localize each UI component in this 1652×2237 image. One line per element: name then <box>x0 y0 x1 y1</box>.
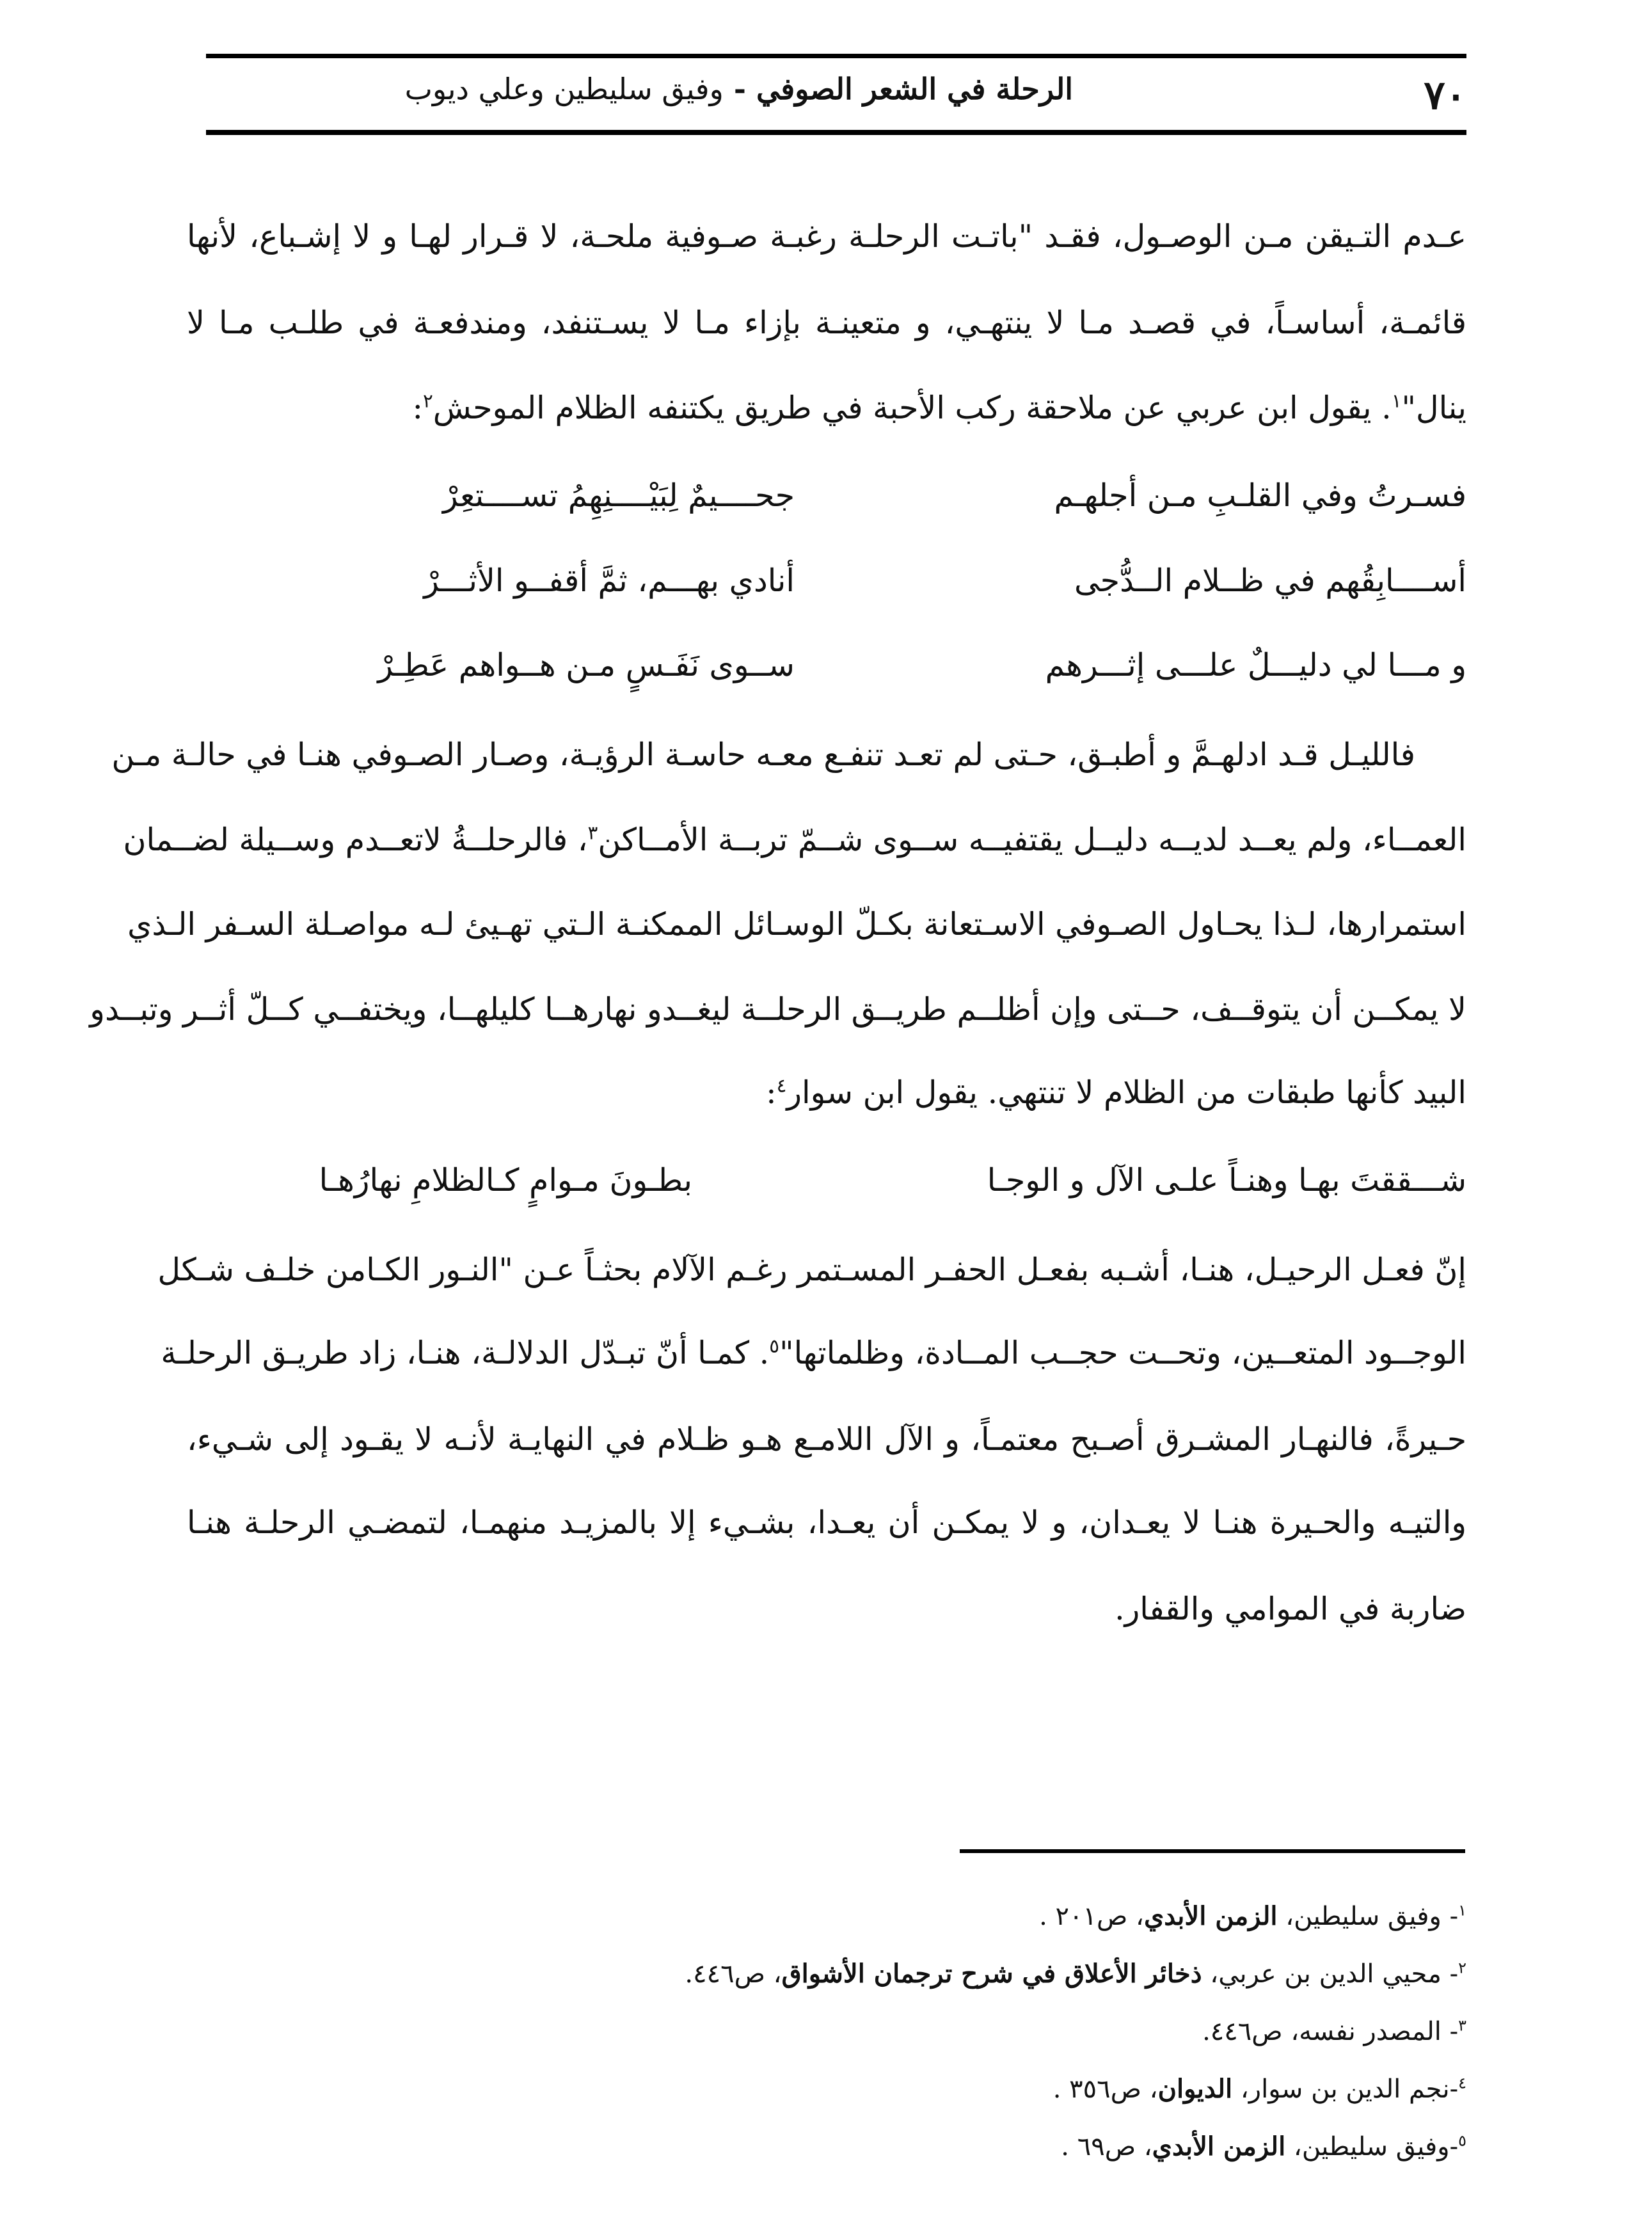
footnote-5 <box>251 2124 1466 2169</box>
footnote-1-pre: - وفيق سليطين، <box>1277 1902 1459 1931</box>
footnote-2-post: ، ص٤٤٦. <box>685 1959 782 1989</box>
page-number: ٧٠ <box>1424 72 1466 118</box>
header-title: الرحلة في الشعر الصوفي <box>756 72 1073 106</box>
para3-line2-a: الوجــود المتعــين، وتحــت حجــب المــادة، وظلماتها" <box>779 1335 1466 1371</box>
footnote-2-pre: - محيي الدين بن عربي، <box>1202 1959 1459 1989</box>
poem2-verse1-first-hemistich: شـــققتَ بهـا وهنـاً علـى الآل و الوجـا <box>987 1162 1466 1198</box>
poem1-verse3-second-hemistich: ســوى نَفَـسٍ مـن هــواهم عَطِـرْ <box>377 647 795 683</box>
footnote-4-post: ، ص٣٥٦ . <box>1052 2074 1158 2104</box>
para1-line1: عـدم التـيقن مـن الوصـول، فقـد "باتـت الرحلـة رغبـة صـوفية ملحـة، لا قـرار لهـا و لا إشـباع، لأنها <box>187 218 1466 255</box>
para3-line1: إنّ فعـل الرحيـل، هنـا، أشـبه بفعـل الحفـر المسـتمر رغـم الآلام بحثـاً عـن "النـور الكـامن خلـف شـكل <box>157 1252 1466 1288</box>
para1-line2: قائمـة، أساسـاً، في قصـد مـا لا ينتهـي، و متعينـة بإزاء مـا لا يسـتنفد، ومندفعـة في طلـب مـا لا <box>187 305 1466 341</box>
header-bottom-rule <box>206 130 1466 135</box>
poem1-verse3-first-hemistich: و مـــا لي دليـــلٌ علـــى إثـــرهم <box>1045 647 1466 683</box>
para2-line4: لا يمكــن أن يتوقــف، حــتى وإن أظلــم طريــق الرحلــة ليغــدو نهارهــا كليلهــا، ويختفــي كــلّ أثــر وتبــدو <box>90 991 1466 1028</box>
footnote-1 <box>251 1894 1466 1939</box>
footnote-5-title: الزمن الأبدي <box>1152 2131 1286 2161</box>
para1-line3 <box>187 383 1466 434</box>
footnote-3 <box>251 2009 1466 2054</box>
para2-line5 <box>187 1067 1466 1118</box>
para2-line3: استمرارها، لـذا يحـاول الصـوفي الاسـتعانة بكـلّ الوسـائل الممكنـة الـتي تهـيئ لـه مواصـلة السـفر الـذي <box>127 906 1466 943</box>
footnote-4 <box>251 2067 1466 2112</box>
poem1-verse2-first-hemistich: أســــابِقُهم في ظــلام الــدُّجى <box>1074 562 1466 599</box>
header-separator: - <box>723 72 756 106</box>
footnote-ref-1[interactable]: ١ <box>1391 390 1402 412</box>
footnote-3-number: ٣ <box>1458 2016 1466 2035</box>
footnote-5-number: ٥ <box>1458 2131 1466 2150</box>
running-header <box>404 72 1073 106</box>
footnote-5-post: ، ص٦٩ . <box>1061 2132 1152 2161</box>
para3-line5: ضاربة في الموامي والقفار. <box>1115 1591 1466 1627</box>
para1-line3-end: : <box>412 390 423 426</box>
para3-line2-b: . كمـا أنّ تبـدّل الدلالـة، هنـا، زاد طريـق الرحلـة <box>161 1335 770 1371</box>
footnote-2 <box>251 1952 1466 1996</box>
para2-line2-b: ، فالرحلــةُ لاتعــدم وســيلة لضــمان <box>123 822 588 858</box>
poem2-verse1-second-hemistich: بطـونَ مـوامٍ كـالظلامِ نهارُهـا <box>319 1162 692 1198</box>
para2-line1: فالليـل قـد ادلهـمَّ و أطبـق، حـتى لم تعـد تنفـع معـه حاسـة الرؤيـة، وصـار الصـوفي هنـا في حالـة مـن <box>111 736 1415 773</box>
poem1-verse1-first-hemistich: فسـرتُ وفي القلـبِ مـن أجلهـم <box>1054 477 1466 514</box>
header-authors: وفيق سليطين وعلي ديوب <box>404 72 724 106</box>
footnote-2-title: ذخائر الأعلاق في شرح ترجمان الأشواق <box>781 1959 1202 1989</box>
footnote-4-title: الديوان <box>1157 2074 1233 2104</box>
footnote-ref-4[interactable]: ٤ <box>776 1074 787 1097</box>
para3-line4: والتيـه والحـيرة هنـا لا يعـدان، و لا يمكـن أن يعـدا، بشـيء إلا بالمزيـد منهمـا، لتمضـي الرحلـة هنـا <box>187 1504 1466 1541</box>
para2-line2-a: العمــاء، ولم يعــد لديــه دليــل يقتفيــه ســوى شــمّ تربــة الأمــاكن <box>598 822 1466 858</box>
para1-line3-rest: . يقول ابن عربي عن ملاحقة ركب الأحبة في طريق يكتنفه الظلام الموحش <box>433 390 1392 426</box>
footnote-4-number: ٤ <box>1458 2074 1466 2092</box>
para1-line3-text: ينال" <box>1401 390 1466 426</box>
header-top-rule <box>206 54 1466 58</box>
footnote-ref-2[interactable]: ٢ <box>423 390 433 412</box>
para2-line2 <box>123 815 1466 866</box>
para2-line5-a: البيد كأنها طبقات من الظلام لا تنتهي. يقول ابن سوار <box>786 1074 1466 1111</box>
para3-line3: حـيرةً، فالنهـار المشـرق أصـبح معتمـاً، و الآل اللامـع هـو ظـلام في النهايـة لأنـه لا يقـود إلى شـيء، <box>187 1421 1466 1458</box>
footnote-1-number: ١ <box>1458 1901 1466 1920</box>
para2-line5-b: : <box>766 1074 777 1111</box>
poem1-verse1-second-hemistich: جحــــيمٌ لِبَيْــــنِهِمُ تســــتعِرْ <box>442 477 795 514</box>
para3-line2 <box>161 1328 1466 1379</box>
footnote-1-title: الزمن الأبدي <box>1143 1901 1278 1931</box>
footnote-separator <box>960 1849 1465 1853</box>
footnote-1-post: ، ص٢٠١ . <box>1039 1902 1144 1931</box>
poem1-verse2-second-hemistich: أنادي بهـــم، ثمَّ أقفــو الأثـــرْ <box>424 562 795 599</box>
footnote-4-pre: -نجم الدين بن سوار، <box>1232 2074 1459 2104</box>
footnote-5-pre: -وفيق سليطين، <box>1285 2132 1459 2161</box>
footnote-ref-5[interactable]: ٥ <box>769 1335 780 1357</box>
footnote-3-pre: - المصدر نفسه، ص٤٤٦. <box>1202 2017 1459 2046</box>
footnote-2-number: ٢ <box>1458 1959 1466 1977</box>
footnote-ref-3[interactable]: ٣ <box>587 822 598 844</box>
